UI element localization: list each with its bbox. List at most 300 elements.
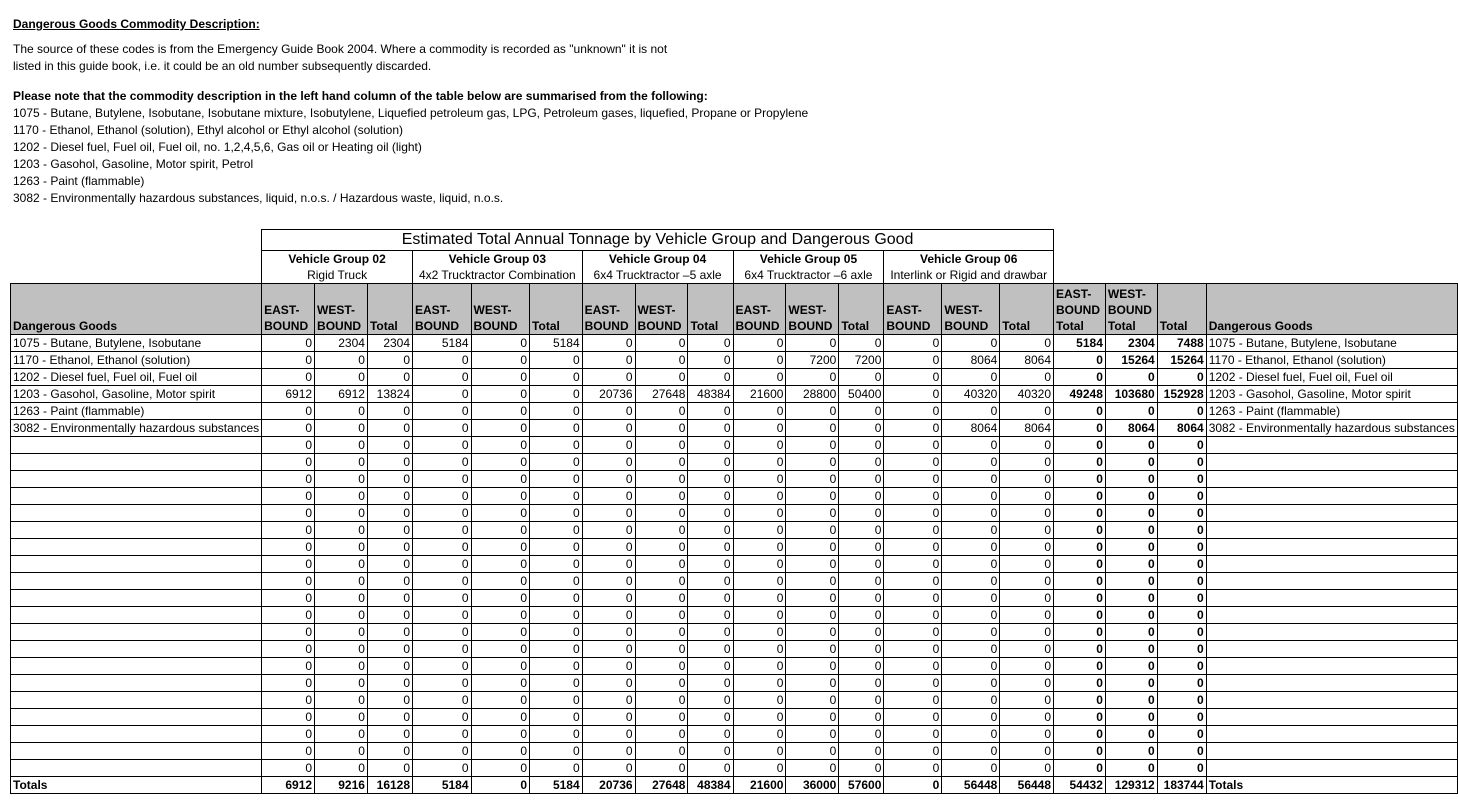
value-cell[interactable]: 0 xyxy=(367,709,412,726)
value-cell[interactable]: 0 xyxy=(471,726,530,743)
value-cell[interactable]: 0 xyxy=(530,454,583,471)
grand-value-cell[interactable]: 0 xyxy=(884,777,942,794)
value-cell[interactable]: 0 xyxy=(367,590,412,607)
value-cell[interactable]: 0 xyxy=(786,369,839,386)
value-cell[interactable]: 0 xyxy=(839,471,884,488)
value-cell[interactable]: 0 xyxy=(471,505,530,522)
row-commodity-name-right[interactable]: 1075 - Butane, Butylene, Isobutane xyxy=(1206,335,1457,352)
value-cell[interactable]: 0 xyxy=(582,726,635,743)
value-cell[interactable]: 0 xyxy=(733,403,786,420)
total-cell[interactable]: 8064 xyxy=(1157,420,1206,437)
value-cell[interactable]: 0 xyxy=(471,335,530,352)
value-cell[interactable]: 0 xyxy=(530,471,583,488)
value-cell[interactable]: 0 xyxy=(315,743,368,760)
value-cell[interactable]: 0 xyxy=(884,488,942,505)
value-cell[interactable]: 0 xyxy=(1000,641,1054,658)
value-cell[interactable]: 0 xyxy=(530,658,583,675)
row-commodity-name-right[interactable]: 1263 - Paint (flammable) xyxy=(1206,403,1457,420)
total-cell[interactable]: 0 xyxy=(1157,454,1206,471)
value-cell[interactable]: 0 xyxy=(884,641,942,658)
value-cell[interactable]: 50400 xyxy=(839,386,884,403)
value-cell[interactable]: 0 xyxy=(688,352,733,369)
row-commodity-name-right[interactable] xyxy=(1206,760,1457,777)
value-cell[interactable]: 0 xyxy=(733,658,786,675)
value-cell[interactable]: 0 xyxy=(786,573,839,590)
value-cell[interactable]: 0 xyxy=(1000,471,1054,488)
value-cell[interactable]: 0 xyxy=(582,488,635,505)
total-cell[interactable]: 0 xyxy=(1054,641,1106,658)
value-cell[interactable]: 0 xyxy=(471,403,530,420)
value-cell[interactable]: 0 xyxy=(1000,556,1054,573)
value-cell[interactable]: 0 xyxy=(733,624,786,641)
value-cell[interactable]: 0 xyxy=(582,335,635,352)
grand-value-cell[interactable]: 5184 xyxy=(530,777,583,794)
row-commodity-name-right[interactable] xyxy=(1206,658,1457,675)
value-cell[interactable]: 0 xyxy=(530,590,583,607)
value-cell[interactable]: 0 xyxy=(262,488,315,505)
grand-value-cell[interactable]: 56448 xyxy=(1000,777,1054,794)
value-cell[interactable]: 0 xyxy=(315,641,368,658)
value-cell[interactable]: 0 xyxy=(413,352,472,369)
value-cell[interactable]: 0 xyxy=(413,607,472,624)
total-cell[interactable]: 0 xyxy=(1054,471,1106,488)
value-cell[interactable]: 0 xyxy=(1000,760,1054,777)
value-cell[interactable]: 0 xyxy=(688,488,733,505)
total-cell[interactable]: 0 xyxy=(1157,590,1206,607)
total-cell[interactable]: 0 xyxy=(1157,488,1206,505)
value-cell[interactable]: 0 xyxy=(262,522,315,539)
value-cell[interactable]: 0 xyxy=(582,539,635,556)
value-cell[interactable]: 0 xyxy=(942,743,1000,760)
value-cell[interactable]: 0 xyxy=(471,675,530,692)
value-cell[interactable]: 0 xyxy=(262,556,315,573)
value-cell[interactable]: 0 xyxy=(839,692,884,709)
grand-value-cell[interactable]: 21600 xyxy=(733,777,786,794)
total-cell[interactable]: 103680 xyxy=(1105,386,1157,403)
value-cell[interactable]: 6912 xyxy=(262,386,315,403)
value-cell[interactable]: 0 xyxy=(413,505,472,522)
total-cell[interactable]: 0 xyxy=(1157,607,1206,624)
value-cell[interactable]: 0 xyxy=(367,488,412,505)
value-cell[interactable]: 0 xyxy=(315,471,368,488)
value-cell[interactable]: 0 xyxy=(884,335,942,352)
value-cell[interactable]: 0 xyxy=(733,573,786,590)
total-cell[interactable]: 0 xyxy=(1054,403,1106,420)
value-cell[interactable]: 0 xyxy=(688,420,733,437)
row-commodity-name[interactable] xyxy=(11,743,262,760)
value-cell[interactable]: 0 xyxy=(530,726,583,743)
value-cell[interactable]: 0 xyxy=(1000,335,1054,352)
value-cell[interactable]: 5184 xyxy=(413,335,472,352)
total-cell[interactable]: 0 xyxy=(1157,692,1206,709)
value-cell[interactable]: 0 xyxy=(471,624,530,641)
value-cell[interactable]: 0 xyxy=(1000,692,1054,709)
row-commodity-name[interactable] xyxy=(11,471,262,488)
value-cell[interactable]: 0 xyxy=(688,505,733,522)
value-cell[interactable]: 0 xyxy=(839,505,884,522)
value-cell[interactable]: 0 xyxy=(315,556,368,573)
value-cell[interactable]: 0 xyxy=(1000,488,1054,505)
value-cell[interactable]: 0 xyxy=(471,556,530,573)
row-commodity-name[interactable] xyxy=(11,505,262,522)
value-cell[interactable]: 7200 xyxy=(786,352,839,369)
value-cell[interactable]: 0 xyxy=(413,420,472,437)
value-cell[interactable]: 0 xyxy=(367,454,412,471)
value-cell[interactable]: 0 xyxy=(635,539,688,556)
value-cell[interactable]: 0 xyxy=(530,386,583,403)
value-cell[interactable]: 0 xyxy=(635,369,688,386)
value-cell[interactable]: 0 xyxy=(367,556,412,573)
value-cell[interactable]: 0 xyxy=(884,386,942,403)
row-commodity-name-right[interactable] xyxy=(1206,556,1457,573)
value-cell[interactable]: 0 xyxy=(884,454,942,471)
total-cell[interactable]: 0 xyxy=(1157,539,1206,556)
value-cell[interactable]: 0 xyxy=(733,641,786,658)
grand-value-cell[interactable]: 48384 xyxy=(688,777,733,794)
value-cell[interactable]: 0 xyxy=(367,403,412,420)
value-cell[interactable]: 0 xyxy=(839,726,884,743)
value-cell[interactable]: 0 xyxy=(688,403,733,420)
value-cell[interactable]: 0 xyxy=(688,692,733,709)
value-cell[interactable]: 0 xyxy=(635,726,688,743)
value-cell[interactable]: 0 xyxy=(733,539,786,556)
value-cell[interactable]: 0 xyxy=(688,369,733,386)
value-cell[interactable]: 0 xyxy=(262,352,315,369)
total-cell[interactable]: 0 xyxy=(1105,437,1157,454)
value-cell[interactable]: 0 xyxy=(367,658,412,675)
value-cell[interactable]: 0 xyxy=(367,471,412,488)
value-cell[interactable]: 0 xyxy=(262,335,315,352)
value-cell[interactable]: 0 xyxy=(635,692,688,709)
row-commodity-name[interactable] xyxy=(11,675,262,692)
value-cell[interactable]: 0 xyxy=(367,692,412,709)
value-cell[interactable]: 0 xyxy=(471,386,530,403)
value-cell[interactable]: 0 xyxy=(582,675,635,692)
value-cell[interactable]: 0 xyxy=(635,403,688,420)
value-cell[interactable]: 0 xyxy=(413,675,472,692)
total-cell[interactable]: 0 xyxy=(1054,692,1106,709)
value-cell[interactable]: 0 xyxy=(884,573,942,590)
row-commodity-name[interactable] xyxy=(11,607,262,624)
value-cell[interactable]: 0 xyxy=(839,624,884,641)
total-cell[interactable]: 0 xyxy=(1105,539,1157,556)
total-cell[interactable]: 5184 xyxy=(1054,335,1106,352)
value-cell[interactable]: 0 xyxy=(733,726,786,743)
value-cell[interactable]: 0 xyxy=(635,658,688,675)
value-cell[interactable]: 0 xyxy=(471,352,530,369)
value-cell[interactable]: 0 xyxy=(582,471,635,488)
value-cell[interactable]: 0 xyxy=(688,624,733,641)
total-cell[interactable]: 0 xyxy=(1105,369,1157,386)
grand-value-cell[interactable]: 36000 xyxy=(786,777,839,794)
grand-value-cell[interactable]: 9216 xyxy=(315,777,368,794)
total-cell[interactable]: 0 xyxy=(1157,403,1206,420)
value-cell[interactable]: 0 xyxy=(786,539,839,556)
value-cell[interactable]: 0 xyxy=(839,454,884,471)
value-cell[interactable]: 0 xyxy=(635,454,688,471)
value-cell[interactable]: 0 xyxy=(582,369,635,386)
value-cell[interactable]: 0 xyxy=(733,590,786,607)
value-cell[interactable]: 0 xyxy=(315,607,368,624)
value-cell[interactable]: 0 xyxy=(635,505,688,522)
value-cell[interactable]: 0 xyxy=(884,624,942,641)
value-cell[interactable]: 0 xyxy=(733,692,786,709)
value-cell[interactable]: 0 xyxy=(942,726,1000,743)
value-cell[interactable]: 0 xyxy=(315,675,368,692)
value-cell[interactable]: 0 xyxy=(530,641,583,658)
value-cell[interactable]: 0 xyxy=(1000,658,1054,675)
row-commodity-name[interactable] xyxy=(11,556,262,573)
value-cell[interactable]: 0 xyxy=(688,607,733,624)
total-cell[interactable]: 49248 xyxy=(1054,386,1106,403)
total-cell[interactable]: 0 xyxy=(1105,675,1157,692)
total-cell[interactable]: 0 xyxy=(1157,658,1206,675)
total-cell[interactable]: 0 xyxy=(1054,624,1106,641)
grand-value-cell[interactable]: 27648 xyxy=(635,777,688,794)
total-cell[interactable]: 0 xyxy=(1105,505,1157,522)
value-cell[interactable]: 0 xyxy=(688,573,733,590)
value-cell[interactable]: 0 xyxy=(688,760,733,777)
value-cell[interactable]: 0 xyxy=(315,539,368,556)
value-cell[interactable]: 0 xyxy=(635,675,688,692)
total-cell[interactable]: 0 xyxy=(1157,369,1206,386)
value-cell[interactable]: 0 xyxy=(471,760,530,777)
value-cell[interactable]: 0 xyxy=(688,539,733,556)
value-cell[interactable]: 0 xyxy=(884,471,942,488)
value-cell[interactable]: 0 xyxy=(1000,437,1054,454)
value-cell[interactable]: 8064 xyxy=(1000,352,1054,369)
value-cell[interactable]: 0 xyxy=(884,692,942,709)
value-cell[interactable]: 0 xyxy=(884,420,942,437)
row-commodity-name-right[interactable] xyxy=(1206,692,1457,709)
value-cell[interactable]: 0 xyxy=(942,641,1000,658)
value-cell[interactable]: 0 xyxy=(367,505,412,522)
value-cell[interactable]: 0 xyxy=(635,573,688,590)
value-cell[interactable]: 0 xyxy=(582,760,635,777)
value-cell[interactable]: 0 xyxy=(635,437,688,454)
total-cell[interactable]: 0 xyxy=(1105,743,1157,760)
value-cell[interactable]: 0 xyxy=(733,522,786,539)
value-cell[interactable]: 0 xyxy=(733,335,786,352)
grand-value-cell[interactable]: 16128 xyxy=(367,777,412,794)
value-cell[interactable]: 0 xyxy=(530,692,583,709)
row-commodity-name-right[interactable] xyxy=(1206,709,1457,726)
value-cell[interactable]: 0 xyxy=(688,675,733,692)
value-cell[interactable]: 0 xyxy=(530,369,583,386)
value-cell[interactable]: 0 xyxy=(262,624,315,641)
grand-total-cell[interactable]: 183744 xyxy=(1157,777,1206,794)
value-cell[interactable]: 0 xyxy=(582,556,635,573)
total-cell[interactable]: 0 xyxy=(1105,760,1157,777)
total-cell[interactable]: 0 xyxy=(1054,437,1106,454)
value-cell[interactable]: 0 xyxy=(471,369,530,386)
value-cell[interactable]: 0 xyxy=(262,437,315,454)
total-cell[interactable]: 15264 xyxy=(1105,352,1157,369)
row-commodity-name[interactable] xyxy=(11,539,262,556)
value-cell[interactable]: 0 xyxy=(688,658,733,675)
value-cell[interactable]: 0 xyxy=(786,641,839,658)
value-cell[interactable]: 0 xyxy=(1000,624,1054,641)
row-commodity-name-right[interactable] xyxy=(1206,471,1457,488)
value-cell[interactable]: 0 xyxy=(942,488,1000,505)
value-cell[interactable]: 0 xyxy=(786,454,839,471)
value-cell[interactable]: 0 xyxy=(786,692,839,709)
total-cell[interactable]: 0 xyxy=(1157,743,1206,760)
total-cell[interactable]: 2304 xyxy=(1105,335,1157,352)
value-cell[interactable]: 0 xyxy=(884,522,942,539)
total-cell[interactable]: 0 xyxy=(1105,692,1157,709)
value-cell[interactable]: 0 xyxy=(367,573,412,590)
total-cell[interactable]: 0 xyxy=(1054,539,1106,556)
value-cell[interactable]: 0 xyxy=(733,437,786,454)
row-commodity-name-right[interactable]: 1203 - Gasohol, Gasoline, Motor spirit xyxy=(1206,386,1457,403)
value-cell[interactable]: 0 xyxy=(262,675,315,692)
value-cell[interactable]: 0 xyxy=(942,522,1000,539)
value-cell[interactable]: 0 xyxy=(688,335,733,352)
value-cell[interactable]: 8064 xyxy=(942,352,1000,369)
value-cell[interactable]: 0 xyxy=(635,590,688,607)
value-cell[interactable]: 5184 xyxy=(530,335,583,352)
value-cell[interactable]: 0 xyxy=(786,709,839,726)
row-commodity-name[interactable] xyxy=(11,658,262,675)
value-cell[interactable]: 8064 xyxy=(1000,420,1054,437)
value-cell[interactable]: 0 xyxy=(582,743,635,760)
value-cell[interactable]: 0 xyxy=(262,641,315,658)
value-cell[interactable]: 0 xyxy=(582,641,635,658)
value-cell[interactable]: 0 xyxy=(367,760,412,777)
total-cell[interactable]: 152928 xyxy=(1157,386,1206,403)
value-cell[interactable]: 0 xyxy=(413,454,472,471)
value-cell[interactable]: 0 xyxy=(884,556,942,573)
value-cell[interactable]: 0 xyxy=(471,743,530,760)
value-cell[interactable]: 0 xyxy=(942,539,1000,556)
value-cell[interactable]: 0 xyxy=(942,675,1000,692)
row-commodity-name-right[interactable]: 1202 - Diesel fuel, Fuel oil, Fuel oil xyxy=(1206,369,1457,386)
value-cell[interactable]: 0 xyxy=(884,658,942,675)
value-cell[interactable]: 0 xyxy=(884,369,942,386)
value-cell[interactable]: 0 xyxy=(786,743,839,760)
total-cell[interactable]: 0 xyxy=(1157,675,1206,692)
value-cell[interactable]: 0 xyxy=(413,403,472,420)
row-commodity-name-right[interactable]: 1170 - Ethanol, Ethanol (solution) xyxy=(1206,352,1457,369)
value-cell[interactable]: 0 xyxy=(786,556,839,573)
value-cell[interactable]: 0 xyxy=(262,743,315,760)
value-cell[interactable]: 0 xyxy=(733,743,786,760)
total-cell[interactable]: 0 xyxy=(1054,488,1106,505)
value-cell[interactable]: 0 xyxy=(635,760,688,777)
total-cell[interactable]: 0 xyxy=(1054,369,1106,386)
value-cell[interactable]: 0 xyxy=(262,471,315,488)
value-cell[interactable]: 0 xyxy=(733,760,786,777)
value-cell[interactable]: 0 xyxy=(530,760,583,777)
value-cell[interactable]: 0 xyxy=(942,692,1000,709)
row-commodity-name-right[interactable] xyxy=(1206,488,1457,505)
row-commodity-name[interactable]: 3082 - Environmentally hazardous substances xyxy=(11,420,262,437)
value-cell[interactable]: 0 xyxy=(786,437,839,454)
total-cell[interactable]: 0 xyxy=(1157,556,1206,573)
total-cell[interactable]: 0 xyxy=(1054,675,1106,692)
value-cell[interactable]: 0 xyxy=(315,420,368,437)
value-cell[interactable]: 0 xyxy=(839,539,884,556)
value-cell[interactable]: 40320 xyxy=(942,386,1000,403)
value-cell[interactable]: 0 xyxy=(262,658,315,675)
value-cell[interactable]: 0 xyxy=(942,573,1000,590)
value-cell[interactable]: 0 xyxy=(315,352,368,369)
value-cell[interactable]: 27648 xyxy=(635,386,688,403)
value-cell[interactable]: 0 xyxy=(582,352,635,369)
total-cell[interactable]: 0 xyxy=(1054,420,1106,437)
value-cell[interactable]: 0 xyxy=(530,675,583,692)
row-commodity-name[interactable]: 1075 - Butane, Butylene, Isobutane xyxy=(11,335,262,352)
value-cell[interactable]: 0 xyxy=(262,692,315,709)
value-cell[interactable]: 0 xyxy=(786,522,839,539)
value-cell[interactable]: 0 xyxy=(530,420,583,437)
value-cell[interactable]: 48384 xyxy=(688,386,733,403)
value-cell[interactable]: 0 xyxy=(839,335,884,352)
value-cell[interactable]: 0 xyxy=(635,335,688,352)
row-commodity-name-right[interactable] xyxy=(1206,743,1457,760)
value-cell[interactable]: 0 xyxy=(786,488,839,505)
value-cell[interactable]: 0 xyxy=(471,471,530,488)
value-cell[interactable]: 0 xyxy=(315,369,368,386)
value-cell[interactable]: 0 xyxy=(688,437,733,454)
value-cell[interactable]: 0 xyxy=(315,726,368,743)
total-cell[interactable]: 0 xyxy=(1105,454,1157,471)
grand-total-cell[interactable]: 129312 xyxy=(1105,777,1157,794)
value-cell[interactable]: 0 xyxy=(582,454,635,471)
total-cell[interactable]: 0 xyxy=(1105,471,1157,488)
value-cell[interactable]: 0 xyxy=(942,369,1000,386)
grand-value-cell[interactable]: 5184 xyxy=(413,777,472,794)
value-cell[interactable]: 0 xyxy=(1000,726,1054,743)
value-cell[interactable]: 0 xyxy=(413,369,472,386)
value-cell[interactable]: 0 xyxy=(315,573,368,590)
row-commodity-name[interactable]: 1202 - Diesel fuel, Fuel oil, Fuel oil xyxy=(11,369,262,386)
total-cell[interactable]: 0 xyxy=(1157,522,1206,539)
total-cell[interactable]: 0 xyxy=(1054,556,1106,573)
value-cell[interactable]: 0 xyxy=(839,675,884,692)
value-cell[interactable]: 0 xyxy=(367,352,412,369)
value-cell[interactable]: 0 xyxy=(582,437,635,454)
value-cell[interactable]: 0 xyxy=(262,420,315,437)
value-cell[interactable]: 0 xyxy=(786,675,839,692)
value-cell[interactable]: 0 xyxy=(413,743,472,760)
value-cell[interactable]: 0 xyxy=(530,522,583,539)
value-cell[interactable]: 0 xyxy=(582,624,635,641)
value-cell[interactable]: 0 xyxy=(786,505,839,522)
value-cell[interactable]: 0 xyxy=(839,369,884,386)
value-cell[interactable]: 0 xyxy=(733,420,786,437)
row-commodity-name[interactable]: 1203 - Gasohol, Gasoline, Motor spirit xyxy=(11,386,262,403)
value-cell[interactable]: 0 xyxy=(471,420,530,437)
value-cell[interactable]: 0 xyxy=(582,607,635,624)
row-commodity-name-right[interactable] xyxy=(1206,726,1457,743)
value-cell[interactable]: 0 xyxy=(733,505,786,522)
value-cell[interactable]: 0 xyxy=(884,505,942,522)
total-cell[interactable]: 0 xyxy=(1054,505,1106,522)
row-commodity-name[interactable] xyxy=(11,709,262,726)
value-cell[interactable]: 0 xyxy=(884,675,942,692)
value-cell[interactable]: 0 xyxy=(315,488,368,505)
row-commodity-name-right[interactable] xyxy=(1206,539,1457,556)
value-cell[interactable]: 0 xyxy=(262,726,315,743)
total-cell[interactable]: 0 xyxy=(1105,607,1157,624)
value-cell[interactable]: 0 xyxy=(262,573,315,590)
value-cell[interactable]: 0 xyxy=(530,743,583,760)
row-commodity-name-right[interactable] xyxy=(1206,624,1457,641)
value-cell[interactable]: 0 xyxy=(582,692,635,709)
value-cell[interactable]: 0 xyxy=(635,471,688,488)
